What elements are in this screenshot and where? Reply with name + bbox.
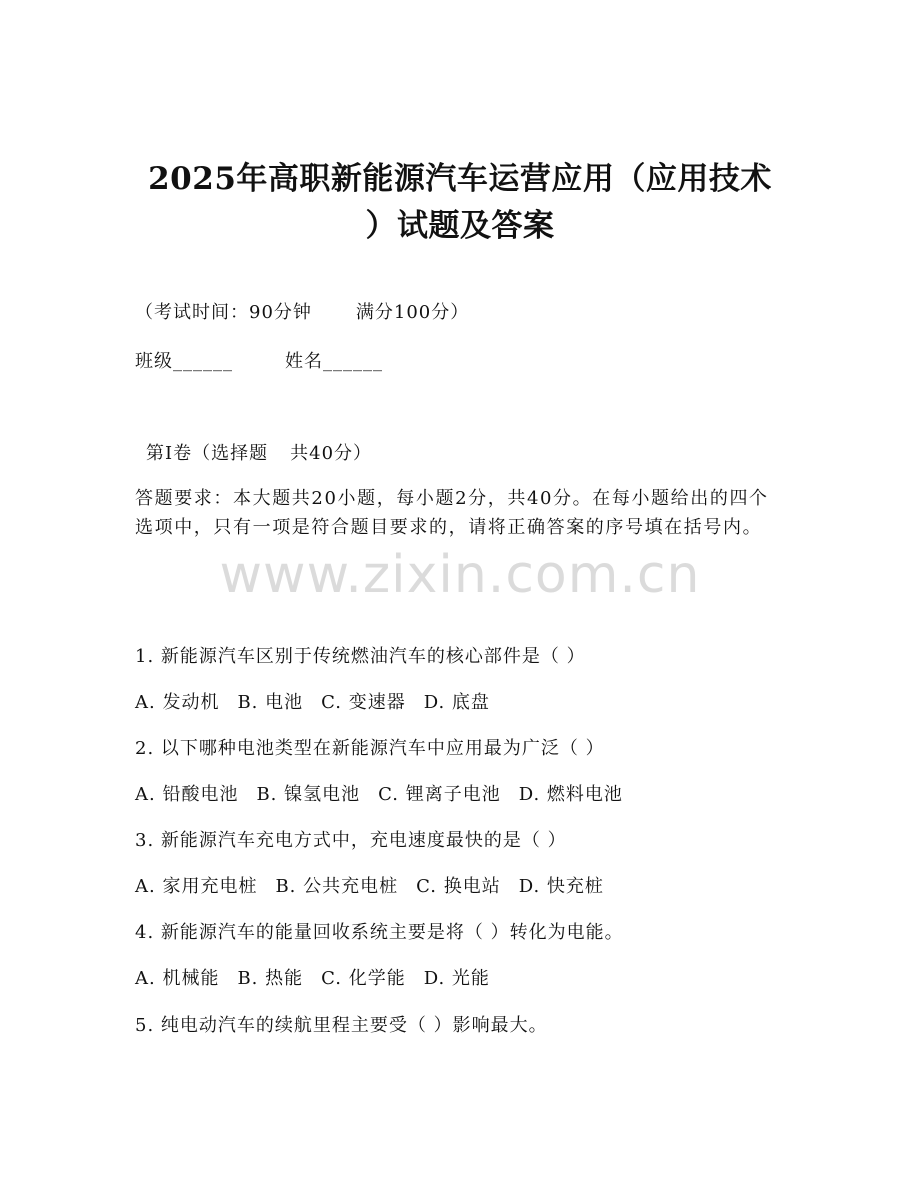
question-4-option-b: B. 热能 [237,968,304,989]
question-1-stem: 1. 新能源汽车区别于传统燃油汽车的核心部件是（ ） [135,646,586,667]
question-2-options [135,782,623,808]
question-3-option-c: C. 换电站 [416,876,501,897]
question-3-options [135,874,604,900]
question-4-stem: 4. 新能源汽车的能量回收系统主要是将（ ）转化为电能。 [135,922,624,943]
question-3-stem: 3. 新能源汽车充电方式中，充电速度最快的是（ ） [135,830,567,851]
question-1-option-c: C. 变速器 [321,692,406,713]
question-4-option-d: D. 光能 [423,968,490,989]
question-1-option-a: A. 发动机 [135,692,220,713]
document-title-line-1: 2025年高职新能源汽车运营应用（应用技术 [148,161,772,197]
question-4-option-c: C. 化学能 [321,968,406,989]
section-part: 第Ⅰ卷（选择题 [146,443,269,464]
question-1-option-d: D. 底盘 [423,692,490,713]
question-1-option-b: B. 电池 [237,692,304,713]
section-heading [146,441,372,467]
question-2-option-a: A. 铅酸电池 [135,784,239,805]
exam-full-score: 满分100分） [355,302,470,323]
question-3-option-b: B. 公共充电桩 [275,876,399,897]
question-2-option-d: D. 燃料电池 [518,784,623,805]
student-info [135,349,383,375]
exam-time: （考试时间：90分钟 [135,302,312,323]
question-3-option-a: A. 家用充电桩 [135,876,258,897]
question-3-option-d: D. 快充桩 [518,876,604,897]
section-total: 共40分） [290,443,373,464]
question-1-options [135,690,490,716]
question-2-stem: 2. 以下哪种电池类型在新能源汽车中应用最为广泛（ ） [135,738,605,759]
document-title-line-2: ）试题及答案 [365,208,555,244]
instructions-paragraph: 答题要求：本大题共20小题，每小题2分，共40分。在每小题给出的四个选项中，只有一项是符合题目要求的，请将正确答案的序号填在括号内。 [135,488,769,538]
question-5-stem: 5. 纯电动汽车的续航里程主要受（ ）影响最大。 [135,1015,548,1036]
question-2-option-b: B. 镍氢电池 [256,784,361,805]
class-field: 班级______ [135,351,233,372]
question-4-options [135,966,490,992]
watermark: www.zixin.com.cn [219,545,701,605]
exam-info [135,300,469,326]
name-field: 姓名______ [285,351,383,372]
question-4-option-a: A. 机械能 [135,968,220,989]
question-2-option-c: C. 锂离子电池 [378,784,501,805]
